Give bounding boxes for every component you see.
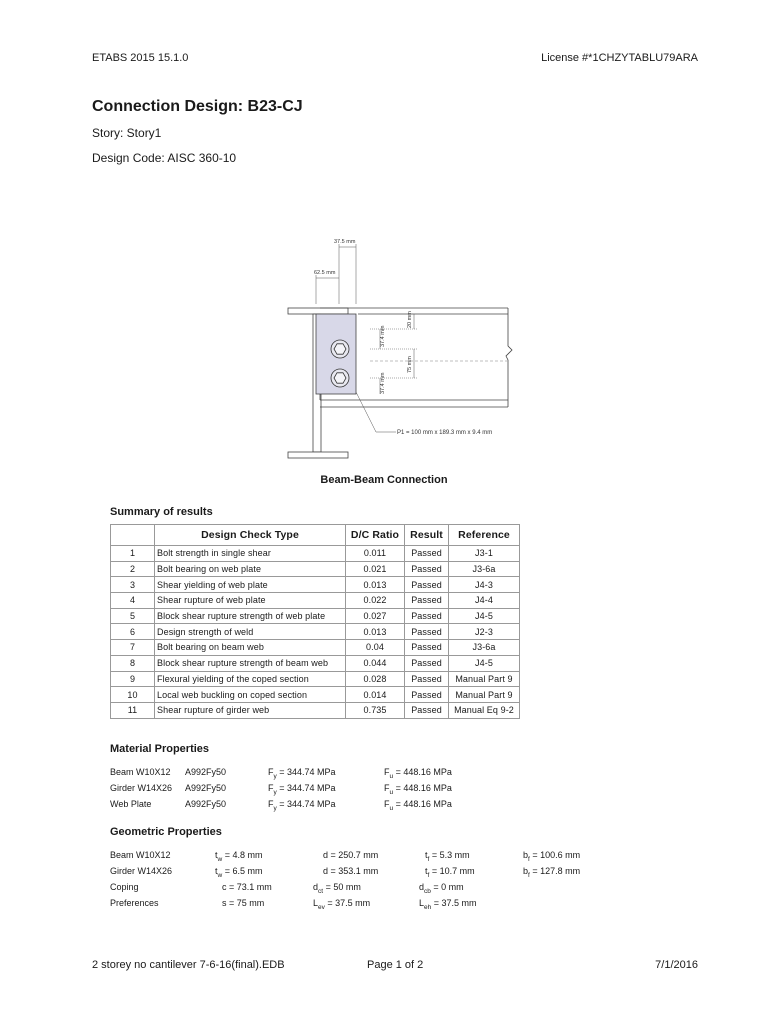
table-row: [111, 671, 520, 687]
table-row: [111, 593, 520, 609]
bolt-top-nut: [334, 344, 346, 354]
table-row: [111, 640, 520, 656]
row-check: Shear rupture of web plate: [155, 593, 346, 609]
row-index: 2: [111, 561, 155, 577]
material-fy: $F_y = 344.74$ MPa: [268, 799, 336, 812]
row-index: 8: [111, 655, 155, 671]
row-dc: 0.014: [346, 687, 405, 703]
table-row: [111, 608, 520, 624]
girder-bottom-flange: [288, 452, 348, 458]
geo-beam-tw: $t_w = 4.8$ mm: [215, 850, 263, 863]
row-check: Shear yielding of web plate: [155, 577, 346, 593]
material-member: Girder W14X26: [110, 783, 173, 793]
plate-label: P1 = 100 mm x 189.3 mm x 9.4 mm: [397, 430, 493, 436]
row-check: Block shear rupture strength of beam web: [155, 655, 346, 671]
row-result: Passed: [405, 593, 449, 609]
page-title: Connection Design: B23-CJ: [92, 98, 303, 115]
table-row: [111, 577, 520, 593]
material-heading: Material Properties: [110, 743, 210, 755]
material-member: Beam W10X12: [110, 767, 171, 777]
geo-pref-leh: $L_{eh} = 37.5$ mm: [419, 898, 477, 911]
row-dc: 0.027: [346, 608, 405, 624]
geo-pref-label: Preferences: [110, 898, 159, 908]
row-result: Passed: [405, 561, 449, 577]
row-check: Design strength of weld: [155, 624, 346, 640]
geo-beam-tf: $t_f = 5.3$ mm: [425, 850, 470, 863]
material-fy: $F_y = 344.74$ MPa: [268, 767, 336, 780]
dim-plate-top-label: 20 mm: [407, 311, 413, 328]
table-row: [111, 561, 520, 577]
row-dc: 0.735: [346, 702, 405, 718]
row-result: Passed: [405, 702, 449, 718]
geo-girder-d: d = 353.1 mm: [323, 866, 379, 876]
summary-table: [110, 524, 520, 719]
row-index: 1: [111, 546, 155, 562]
row-reference: J4-5: [449, 655, 520, 671]
row-index: 3: [111, 577, 155, 593]
material-fu: $F_u = 448.16$ MPa: [384, 767, 452, 780]
row-result: Passed: [405, 640, 449, 656]
col-index: [111, 525, 155, 546]
geo-coping-dcb: $d_{cb} = 0$ mm: [419, 882, 464, 895]
table-row: [111, 655, 520, 671]
row-index: 6: [111, 624, 155, 640]
geo-beam-bf: $b_f = 100.6$ mm: [523, 850, 581, 863]
row-reference: J4-5: [449, 608, 520, 624]
material-grade: A992Fy50: [185, 799, 227, 809]
row-result: Passed: [405, 577, 449, 593]
row-reference: J2-3: [449, 624, 520, 640]
row-result: Passed: [405, 546, 449, 562]
row-reference: J3-6a: [449, 561, 520, 577]
material-fu: $F_u = 448.16$ MPa: [384, 799, 452, 812]
row-reference: J3-6a: [449, 640, 520, 656]
connection-drawing: [280, 232, 530, 462]
row-index: 5: [111, 608, 155, 624]
geo-coping-dct: $d_{ct} = 50$ mm: [313, 882, 361, 895]
material-fu: $F_u = 448.16$ MPa: [384, 783, 452, 796]
geo-girder-tf: $t_f = 10.7$ mm: [425, 866, 475, 879]
bolt-bottom-nut: [334, 373, 346, 383]
beam-break-line: [506, 308, 512, 407]
design-code-label: Design Code: AISC 360-10: [92, 151, 237, 165]
table-row: [111, 687, 520, 703]
row-index: 4: [111, 593, 155, 609]
geo-pref-s: s = 75 mm: [222, 898, 265, 908]
footer-page: Page 1 of 2: [367, 959, 424, 971]
dim-second-label: 62.5 mm: [314, 270, 336, 276]
row-reference: J4-3: [449, 577, 520, 593]
summary-header-row: [111, 525, 520, 546]
row-result: Passed: [405, 624, 449, 640]
row-check: Bolt bearing on web plate: [155, 561, 346, 577]
row-check: Bolt strength in single shear: [155, 546, 346, 562]
row-dc: 0.022: [346, 593, 405, 609]
row-check: Flexural yielding of the coped section: [155, 671, 346, 687]
row-dc: 0.013: [346, 624, 405, 640]
table-row: [111, 624, 520, 640]
story-label: Story: Story1: [92, 126, 162, 140]
col-dc: D/C Ratio: [346, 525, 405, 546]
material-grade: A992Fy50: [185, 783, 227, 793]
header-license: License #*1CHZYTABLU79ARA: [541, 52, 698, 64]
row-dc: 0.04: [346, 640, 405, 656]
summary-heading: Summary of results: [110, 506, 213, 518]
dim-side-2-label: 37.4 mm: [380, 372, 386, 394]
geo-girder-member: Girder W14X26: [110, 866, 173, 876]
row-dc: 0.013: [346, 577, 405, 593]
row-dc: 0.028: [346, 671, 405, 687]
col-result: Result: [405, 525, 449, 546]
header-software: ETABS 2015 15.1.0: [92, 52, 189, 64]
row-check: Local web buckling on coped section: [155, 687, 346, 703]
dim-top-label: 37.5 mm: [334, 239, 356, 245]
footer-file: 2 storey no cantilever 7-6-16(final).EDB: [92, 959, 285, 971]
geometric-heading: Geometric Properties: [110, 826, 222, 838]
row-index: 7: [111, 640, 155, 656]
geo-girder-tw: $t_w = 6.5$ mm: [215, 866, 263, 879]
row-reference: J4-4: [449, 593, 520, 609]
row-check: Block shear rupture strength of web plate: [155, 608, 346, 624]
material-fy: $F_y = 344.74$ MPa: [268, 783, 336, 796]
row-dc: 0.011: [346, 546, 405, 562]
row-dc: 0.021: [346, 561, 405, 577]
row-dc: 0.044: [346, 655, 405, 671]
row-result: Passed: [405, 608, 449, 624]
row-check: Shear rupture of girder web: [155, 702, 346, 718]
geo-beam-member: Beam W10X12: [110, 850, 171, 860]
row-index: 11: [111, 702, 155, 718]
material-member: Web Plate: [110, 799, 152, 809]
row-reference: Manual Part 9: [449, 671, 520, 687]
row-index: 10: [111, 687, 155, 703]
col-reference: Reference: [449, 525, 520, 546]
footer-date: 7/1/2016: [655, 959, 698, 971]
dim-spacing-label: 75 mm: [407, 356, 413, 373]
material-grade: A992Fy50: [185, 767, 227, 777]
col-check: Design Check Type: [155, 525, 346, 546]
row-result: Passed: [405, 687, 449, 703]
geo-beam-d: d = 250.7 mm: [323, 850, 379, 860]
table-row: [111, 702, 520, 718]
row-result: Passed: [405, 655, 449, 671]
row-reference: Manual Part 9: [449, 687, 520, 703]
row-result: Passed: [405, 671, 449, 687]
geo-coping-label: Coping: [110, 882, 139, 892]
geo-coping-c: c = 73.1 mm: [222, 882, 272, 892]
row-index: 9: [111, 671, 155, 687]
row-reference: J3-1: [449, 546, 520, 562]
drawing-caption: Beam-Beam Connection: [320, 474, 448, 486]
table-row: [111, 546, 520, 562]
row-check: Bolt bearing on beam web: [155, 640, 346, 656]
girder-top-flange: [288, 308, 348, 314]
dim-side-1-label: 37.4 mm: [380, 325, 386, 347]
geo-pref-lev: $L_{ev} = 37.5$ mm: [313, 898, 371, 911]
row-reference: Manual Eq 9-2: [449, 702, 520, 718]
geo-girder-bf: $b_f = 127.8$ mm: [523, 866, 581, 879]
